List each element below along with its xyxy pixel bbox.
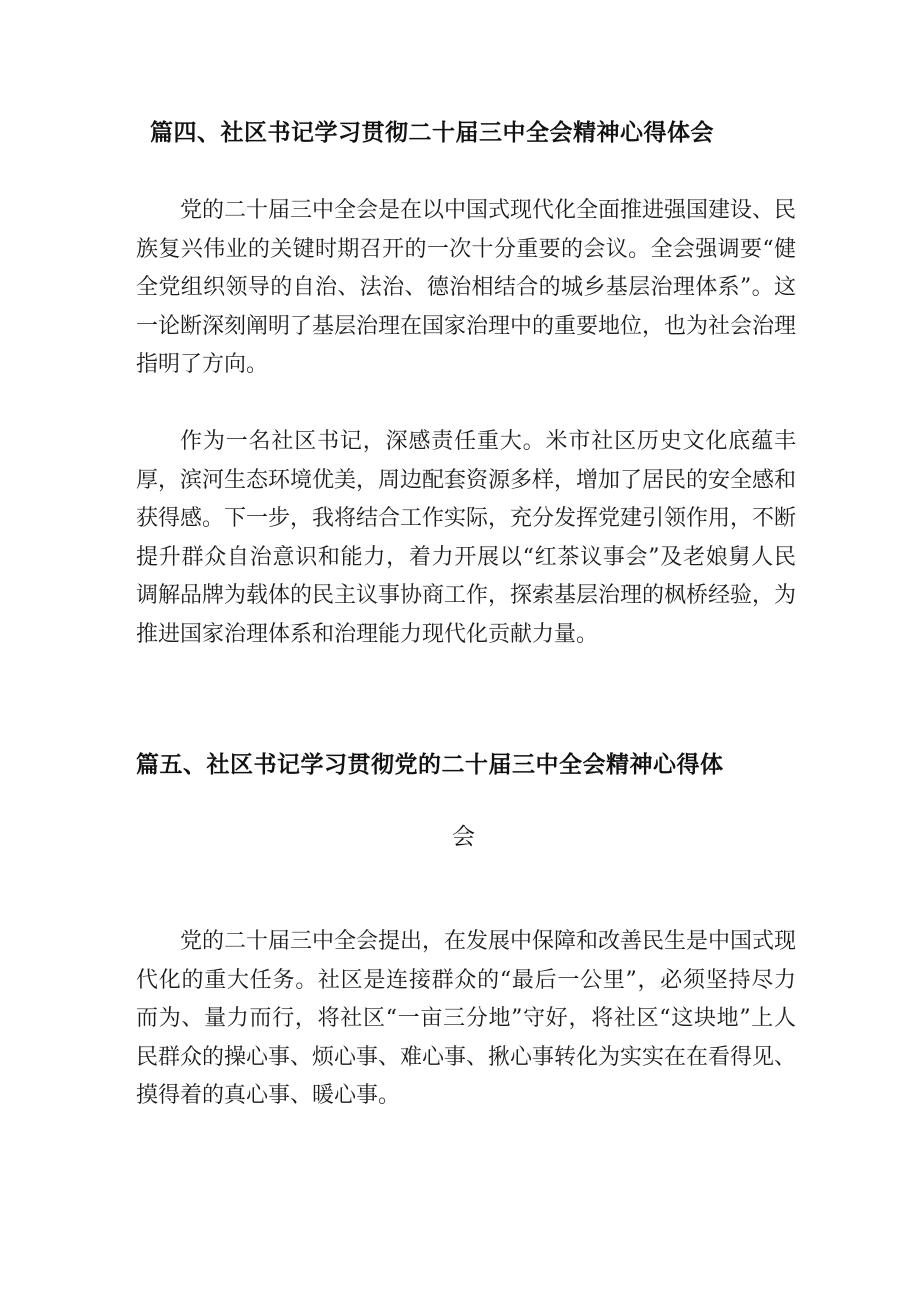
- section5-title-line2: 会: [452, 824, 476, 850]
- section5-title-line1: 篇五、社区书记学习贯彻党的二十届三中全会精神心得体: [136, 752, 724, 778]
- section4-title: 篇四、社区书记学习贯彻二十届三中全会精神心得体会: [150, 120, 714, 146]
- section5-paragraph-1: 党的二十届三中全会提出，在发展中保障和改善民生是中国式现代化的重大任务。社区是连接群众的“最后一公里”，必须坚持尽力而为、量力而行，将社区“一亩三分地”守好，将社区“这块地”上人民群众的操心事、烦心事、难心事、揪心事转化为实实在在看得见、摸得着的真心事、暖心事。: [136, 929, 797, 1108]
- section4-paragraph-2: 作为一名社区书记，深感责任重大。米市社区历史文化底蕴丰厚，滨河生态环境优美，周边配套资源多样，增加了居民的安全感和获得感。下一步，我将结合工作实际，充分发挥党建引领作用，不断提升群众自治意识和能力，着力开展以“红茶议事会”及老娘舅人民调解品牌为载体的民主议事协商工作，探索基层治理的枫桥经验，为推进国家治理体系和治理能力现代化贡献力量。: [136, 429, 797, 647]
- section4-paragraph-1: 党的二十届三中全会是在以中国式现代化全面推进强国建设、民族复兴伟业的关键时期召开的一次十分重要的会议。全会强调要“健全党组织领导的自治、法治、德治相结合的城乡基层治理体系”。这一论断深刻阐明了基层治理在国家治理中的重要地位，也为社会治理指明了方向。: [136, 198, 797, 377]
